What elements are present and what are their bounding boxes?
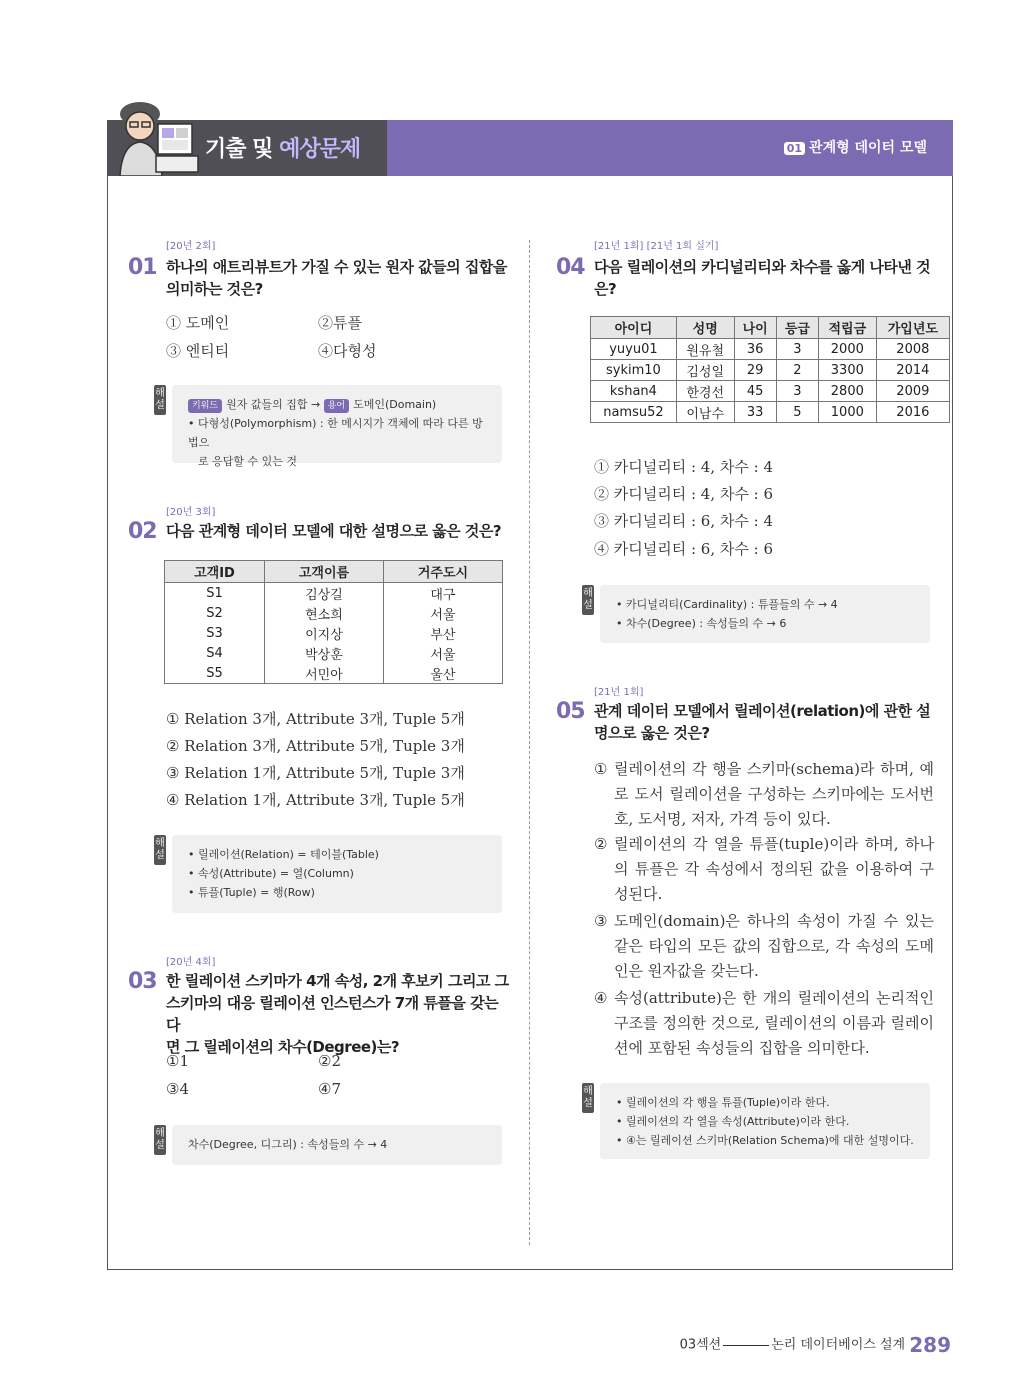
table-cell: 2016: [876, 402, 949, 423]
table-cell: 2: [776, 360, 818, 381]
q02-exp-line: • 튜플(Tuple) = 행(Row): [188, 886, 315, 899]
q02-number: 02: [128, 519, 157, 544]
table-header: 고객ID: [165, 561, 265, 583]
table-header-row: [165, 561, 503, 583]
q05-exp-line: • 릴레이션의 각 열을 속성(Attribute)이라 한다.: [616, 1115, 850, 1128]
table-row: [165, 583, 503, 604]
option-mark: ①: [594, 760, 608, 778]
table-header: 등급: [776, 317, 818, 339]
option-text: 릴레이션의 각 행을 스키마(schema)라 하며, 예로 도서 릴레이션을 구성하는 스키마에는 도서번호, 도서명, 저자, 가격 등이 있다.: [614, 760, 934, 828]
keyword-chip: 키워드: [188, 399, 222, 413]
table-cell: 33: [734, 402, 776, 423]
q05-exp-line: • ④는 릴레이션 스키마(Relation Schema)에 대한 설명이다.: [616, 1134, 914, 1147]
q02-option-3[interactable]: ③ Relation 1개, Attribute 5개, Tuple 3개: [166, 764, 465, 782]
option-text: 도메인(domain)은 하나의 속성이 가질 수 있는 같은 타입의 모든 값의 집합으로, 각 속성의 도메인은 원자값을 갖는다.: [614, 912, 934, 980]
table-row: [165, 663, 503, 684]
page-footer: [680, 1333, 951, 1357]
page-title: [205, 132, 360, 163]
table-header: 거주도시: [383, 561, 502, 583]
table-row: [591, 402, 950, 423]
table-cell: kshan4: [591, 381, 677, 402]
q05-exp-line: • 릴레이션의 각 행을 튜플(Tuple)이라 한다.: [616, 1096, 830, 1109]
q05-number: 05: [556, 699, 585, 724]
table-cell: 김성일: [676, 360, 734, 381]
table-cell: S5: [165, 663, 265, 684]
q03-question: [166, 970, 511, 1058]
q05-option-1[interactable]: [594, 757, 934, 832]
table-cell: 서울: [383, 643, 502, 663]
table-cell: S1: [165, 583, 265, 604]
table-row: [591, 381, 950, 402]
q04-table: [590, 316, 950, 423]
q01-exp-label: 해설: [154, 385, 166, 415]
table-header-row: [591, 317, 950, 339]
q03-option-4[interactable]: ④7: [318, 1080, 341, 1098]
table-header: 가입년도: [876, 317, 949, 339]
q04-question: 다음 릴레이션의 카디널리티와 차수를 옳게 나타낸 것은?: [594, 258, 931, 298]
q02-exp-label: 해설: [154, 835, 166, 865]
table-row: [591, 360, 950, 381]
q01-option-1[interactable]: ① 도메인: [166, 314, 230, 332]
q04-tag: [21년 1회] [21년 1회 실기]: [594, 241, 719, 252]
q04-option-3[interactable]: ③ 카디널리티 : 6, 차수 : 4: [594, 512, 774, 530]
q05-explanation: [583, 1083, 930, 1159]
q03-question-line: 면 그 릴레이션의 차수(Degree)는?: [166, 1038, 400, 1056]
q04-exp-line: • 카디널리티(Cardinality) : 튜플들의 수 → 4: [616, 598, 838, 611]
q03-question-line: 스키마의 대응 릴레이션 인스턴스가 7개 튜플을 갖는다: [166, 994, 499, 1034]
q04-explanation: [583, 585, 930, 643]
column-divider: [529, 240, 530, 1245]
q05-tag: [21년 1회]: [594, 687, 644, 698]
option-text: 릴레이션의 각 열을 튜플(tuple)이라 하며, 하나의 튜플은 각 속성에서 정의된 값을 이용하여 구성된다.: [614, 835, 934, 903]
q02-tag: [20년 3회]: [166, 507, 216, 518]
q02-question: 다음 관계형 데이터 모델에 대한 설명으로 옳은 것은?: [166, 522, 502, 540]
q02-table: [164, 560, 503, 684]
option-mark: ③: [594, 912, 608, 930]
q01-question: 하나의 애트리뷰트가 가질 수 있는 원자 값들의 집합을 의미하는 것은?: [166, 258, 507, 298]
table-cell: 현소희: [264, 603, 383, 623]
table-cell: 3300: [818, 360, 876, 381]
table-cell: 대구: [383, 583, 502, 604]
table-cell: S4: [165, 643, 265, 663]
q03-tag: [20년 4회]: [166, 957, 216, 968]
table-cell: S2: [165, 603, 265, 623]
option-text: 속성(attribute)은 한 개의 릴레이션의 논리적인 구조를 정의한 것으로, 릴레이션의 이름과 릴레이션에 포함된 속성들의 집합을 의미한다.: [614, 989, 934, 1057]
q04-option-2[interactable]: ② 카디널리티 : 4, 차수 : 6: [594, 485, 774, 503]
table-cell: namsu52: [591, 402, 677, 423]
q04-number: 04: [556, 255, 585, 280]
table-cell: 부산: [383, 623, 502, 643]
table-cell: 김상길: [264, 583, 383, 604]
title-part1: 기출 및: [205, 137, 280, 162]
q01-tag: [20년 2회]: [166, 241, 216, 252]
q05-question: 관계 데이터 모델에서 릴레이션(relation)에 관한 설명으로 옳은 것은?: [594, 702, 931, 742]
term-chip: 용어: [324, 399, 349, 413]
q02-option-1[interactable]: ① Relation 3개, Attribute 3개, Tuple 5개: [166, 710, 465, 728]
table-cell: 45: [734, 381, 776, 402]
q04-exp-line: • 차수(Degree) : 속성들의 수 → 6: [616, 617, 787, 630]
table-row: [591, 339, 950, 360]
q01-option-4[interactable]: ④다형성: [318, 342, 377, 360]
q05-option-2[interactable]: [594, 832, 934, 907]
footer-rule: [723, 1345, 769, 1346]
q02-option-4[interactable]: ④ Relation 1개, Attribute 3개, Tuple 5개: [166, 791, 465, 809]
table-cell: 2014: [876, 360, 949, 381]
table-cell: yuyu01: [591, 339, 677, 360]
table-cell: 36: [734, 339, 776, 360]
q01-explanation: [155, 385, 502, 468]
table-cell: 2008: [876, 339, 949, 360]
footer-section: 03섹션: [679, 1337, 722, 1353]
q05-option-4[interactable]: [594, 986, 934, 1061]
q05-option-3[interactable]: [594, 909, 934, 984]
table-cell: 원유철: [676, 339, 734, 360]
q03-question-line: 한 릴레이션 스키마가 4개 속성, 2개 후보키 그리고 그: [166, 972, 509, 990]
section-number: 01: [784, 142, 805, 155]
table-header: 고객이름: [264, 561, 383, 583]
page-number: 289: [909, 1333, 951, 1357]
q02-exp-line: • 속성(Attribute) = 열(Column): [188, 867, 354, 880]
table-cell: 3: [776, 381, 818, 402]
table-cell: 1000: [818, 402, 876, 423]
table-cell: 서울: [383, 603, 502, 623]
q03-number: 03: [128, 969, 157, 994]
table-cell: 이지상: [264, 623, 383, 643]
q01-number: 01: [128, 255, 157, 280]
q03-exp-label: 해설: [154, 1125, 166, 1155]
q03-exp-line: 차수(Degree, 디그리) : 속성들의 수 → 4: [188, 1138, 388, 1151]
mascot-illustration: [112, 98, 204, 176]
table-cell: S3: [165, 623, 265, 643]
q04-option-4[interactable]: ④ 카디널리티 : 6, 차수 : 6: [594, 540, 774, 558]
q01-exp-term: 도메인(Domain): [353, 398, 437, 411]
q01-exp-line2: • 다형성(Polymorphism) : 한 메시지가 객체에 따라 다른 방법으: [188, 417, 483, 449]
table-cell: sykim10: [591, 360, 677, 381]
q01-exp-keyword: 원자 값들의 집합 →: [226, 398, 321, 411]
table-cell: 울산: [383, 663, 502, 684]
q03-option-3[interactable]: ③4: [166, 1080, 189, 1098]
table-cell: 한경선: [676, 381, 734, 402]
q04-exp-label: 해설: [582, 585, 594, 615]
option-mark: ②: [594, 835, 608, 853]
q03-option-1[interactable]: ①1: [166, 1052, 189, 1070]
table-row: [165, 643, 503, 663]
q02-exp-line: • 릴레이션(Relation) = 테이블(Table): [188, 848, 379, 861]
q02-explanation: [155, 835, 502, 913]
q04-option-1[interactable]: ① 카디널리티 : 4, 차수 : 4: [594, 458, 774, 476]
table-cell: 박상훈: [264, 643, 383, 663]
table-header: 성명: [676, 317, 734, 339]
table-row: [165, 603, 503, 623]
table-cell: 5: [776, 402, 818, 423]
table-row: [165, 623, 503, 643]
option-mark: ④: [594, 989, 608, 1007]
table-cell: 2009: [876, 381, 949, 402]
table-cell: 29: [734, 360, 776, 381]
q02-option-2[interactable]: ② Relation 3개, Attribute 5개, Tuple 3개: [166, 737, 465, 755]
table-cell: 2800: [818, 381, 876, 402]
title-part2: 예상문제: [279, 137, 361, 162]
table-cell: 2000: [818, 339, 876, 360]
q05-exp-label: 해설: [582, 1083, 594, 1113]
table-header: 나이: [734, 317, 776, 339]
section-label: [784, 137, 927, 157]
footer-title: 논리 데이터베이스 설계: [771, 1337, 906, 1353]
q01-exp-keyword-line: [188, 395, 490, 414]
q03-explanation: [155, 1125, 502, 1165]
table-cell: 3: [776, 339, 818, 360]
table-cell: 이남수: [676, 402, 734, 423]
table-header: 적립금: [818, 317, 876, 339]
q01-option-3[interactable]: ③ 엔티티: [166, 342, 230, 360]
section-title: 관계형 데이터 모델: [809, 140, 927, 156]
table-cell: 서민아: [264, 663, 383, 684]
q03-option-2[interactable]: ②2: [318, 1052, 341, 1070]
q01-exp-line3: 로 응답할 수 있는 것: [198, 455, 297, 468]
table-header: 아이디: [591, 317, 677, 339]
q01-option-2[interactable]: ②튜플: [318, 314, 362, 332]
